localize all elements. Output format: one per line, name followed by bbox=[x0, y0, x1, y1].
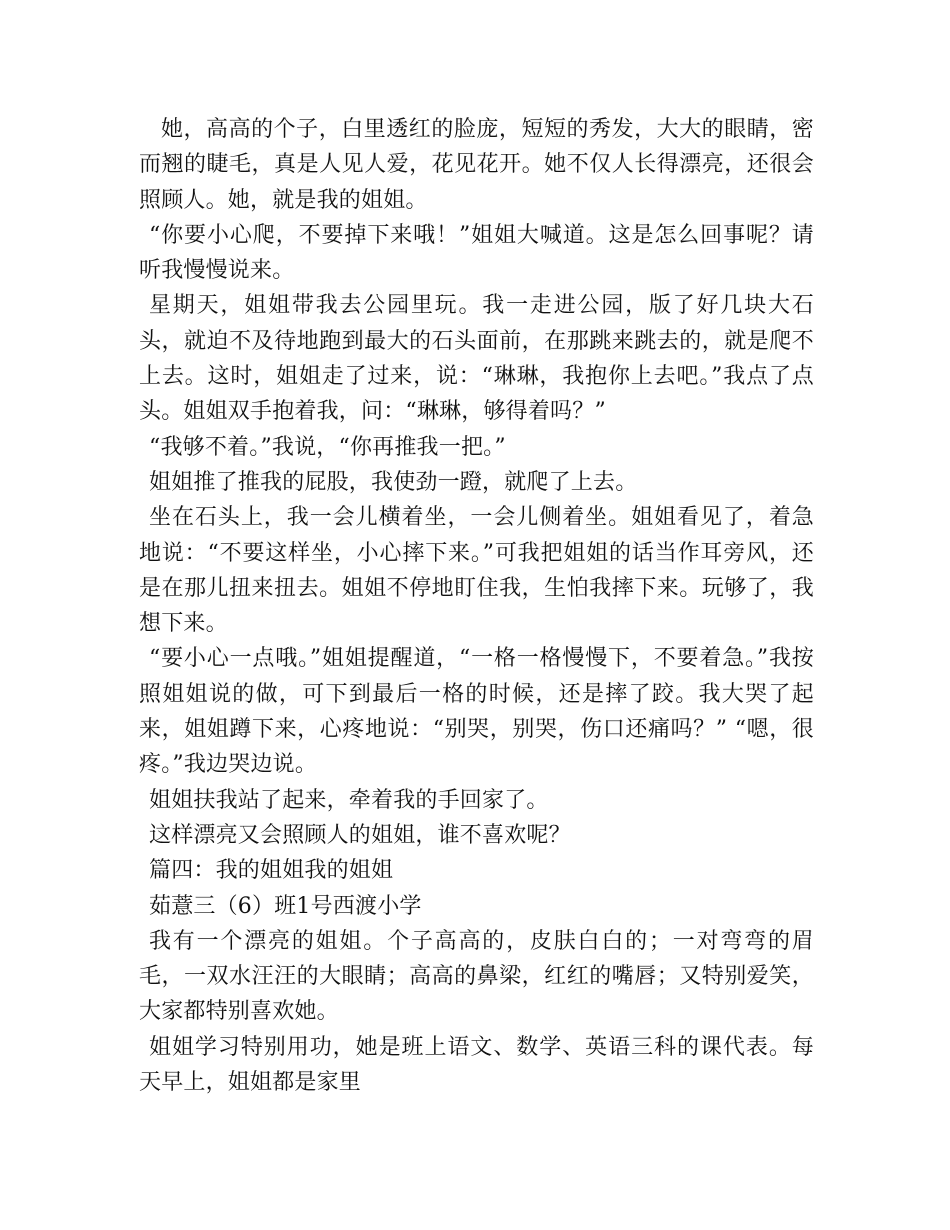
paragraph: “我够不着。”我说，“你再推我一把。” bbox=[149, 434, 506, 460]
paragraph: 姐姐扶我站了起来，牵着我的手回家了。 bbox=[149, 787, 549, 813]
paragraph: 姐姐学习特别用功，她是班上语文、数学、英语三科的课代表。每天早上，姐姐都是家里 bbox=[139, 1034, 814, 1096]
author-line: 茹薏三（6）班1号西渡小学 bbox=[149, 893, 422, 919]
section-heading: 篇四：我的姐姐我的姐姐 bbox=[149, 858, 394, 884]
paragraph: 星期天，姐姐带我去公园里玩。我一走进公园，版了好几块大石头，就迫不及待地跑到最大的石头面前，在那跳来跳去的，就是爬不上去。这时，姐姐走了过来，说：“琳琳，我抱你上去吧。”我点了点头。姐姐双手抱着我，问：“琳琳，够得着吗？” bbox=[139, 293, 814, 425]
paragraph: 她，高高的个子，白里透红的脸庞，短短的秀发，大大的眼睛，密而翘的睫毛，真是人见人爱，花见花开。她不仅人长得漂亮，还很会照顾人。她，就是我的姐姐。 bbox=[139, 117, 814, 213]
paragraph: 我有一个漂亮的姐姐。个子高高的，皮肤白白的；一对弯弯的眉毛，一双水汪汪的大眼睛；高高的鼻梁，红红的嘴唇；又特别爱笑，大家都特别喜欢她。 bbox=[139, 928, 814, 1025]
paragraph: 坐在石头上，我一会儿横着坐，一会儿侧着坐。姐姐看见了，着急地说：“不要这样坐，小心摔下来。”可我把姐姐的话当作耳旁风，还是在那儿扭来扭去。姐姐不停地盯住我，生怕我摔下来。玩够了，我想下来。 bbox=[139, 505, 814, 637]
paragraph: “要小心一点哦。”姐姐提醒道，“一格一格慢慢下，不要着急。”我按照姐姐说的做，可下到最后一格的时候，还是摔了跤。我大哭了起来，姐姐蹲下来，心疼地说：“别哭，别哭，伤口还痛吗？” “嗯，很疼。”我边哭边说。 bbox=[139, 646, 814, 778]
paragraph: “你要小心爬，不要掉下来哦！”姐姐大喊道。这是怎么回事呢？请听我慢慢说来。 bbox=[139, 222, 814, 284]
paragraph: 姐姐推了推我的屁股，我使劲一蹬，就爬了上去。 bbox=[149, 469, 638, 495]
document-page bbox=[139, 112, 814, 1100]
paragraph: 这样漂亮又会照顾人的姐姐，谁不喜欢呢？ bbox=[149, 822, 571, 848]
